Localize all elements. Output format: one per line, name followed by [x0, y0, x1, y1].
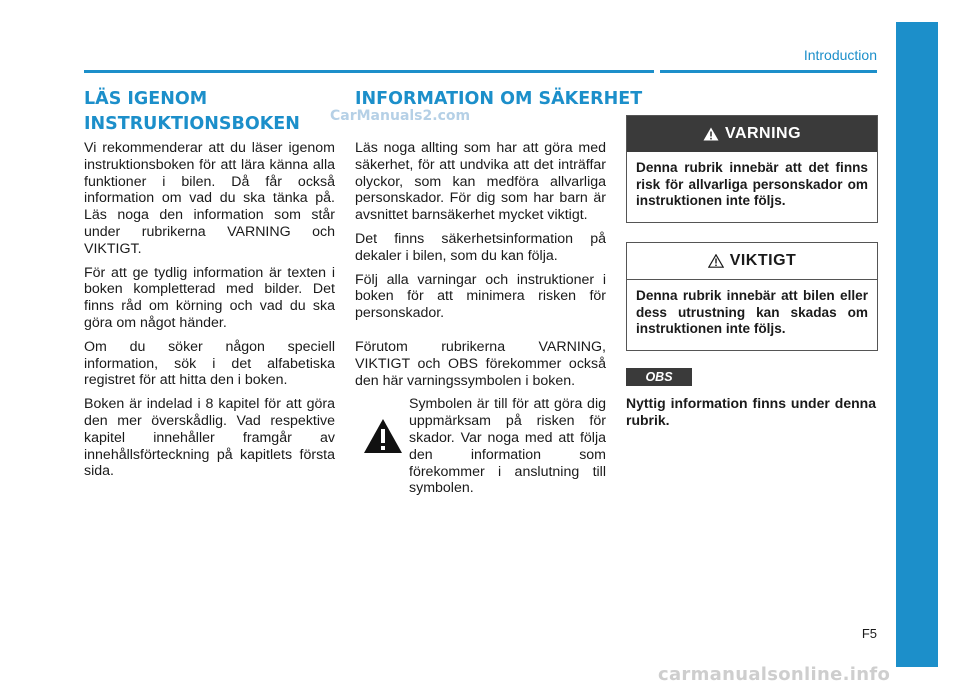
important-box [626, 242, 878, 351]
section-title: Introduction [803, 47, 877, 63]
obs-text: Nyttig information finns under denna rubrik. [626, 395, 876, 428]
heading-line-1: LÄS IGENOM [84, 89, 208, 109]
paragraph: Följ alla varningar och instruktioner i boken för att minimera risken för personskador. [355, 271, 606, 322]
column-safety [355, 140, 606, 497]
paragraph: Förutom rubrikerna VARNING, VIKTIGT och OBS förekommer också den här varningssymbolen i boken. [355, 338, 606, 389]
header-rule [84, 70, 877, 73]
symbol-description: Symbolen är till för att göra dig uppmärksam på risken för skador. Var noga med att följa den information som förekommer i anslutning till symbolen. [409, 396, 606, 497]
heading-safety-text: INFORMATION OM SÄKERHET [355, 89, 643, 109]
heading-read-manual [84, 88, 300, 135]
caution-triangle-icon [708, 254, 724, 268]
warning-box [626, 115, 878, 223]
warning-title: VARNING [724, 125, 802, 142]
watermark-top: CarManuals2.com [330, 108, 471, 124]
side-color-bar [896, 22, 938, 667]
paragraph: Vi rekommenderar att du läser igenom instruktionsboken för att lära känna alla funktioner i bilen. Då får också information om vad du ska tänka på. Läs noga den information som står under rubrikerna VARNING och VIKTIGT. [84, 140, 335, 257]
important-text: Denna rubrik innebär att bilen eller dess utrustning kan skadas om instruktionen inte följs. [636, 288, 868, 336]
obs-badge: OBS [626, 368, 692, 386]
warning-text: Denna rubrik innebär att det finns risk för allvarliga personskador om instruktionen inte följs. [636, 160, 868, 208]
warning-triangle-icon [703, 127, 719, 141]
warning-triangle-icon [363, 418, 403, 454]
heading-line-2: INSTRUKTIONSBOKEN [84, 114, 300, 134]
important-title: VIKTIGT [729, 252, 797, 269]
paragraph: Boken är indelad i 8 kapitel för att göra den mer överskådlig. Vad respektive kapitel innehåller framgår av innehållsförteckning på kapitlets första sida. [84, 396, 335, 480]
watermark-bottom: carmanualsonline.info [658, 664, 891, 685]
paragraph: Läs noga allting som har att göra med säkerhet, för att undvika att det inträffar olyckor, som kan medföra allvarliga personskador. För dig som har barn är avsnittet barnsäkerhet mycket viktigt. [355, 140, 606, 224]
paragraph: Om du söker någon speciell information, sök i det alfabetiska registret för att hitta den i boken. [84, 338, 335, 389]
heading-safety-info [355, 88, 642, 110]
important-box-header [627, 243, 877, 280]
paragraph: För att ge tydlig information är texten i boken kompletterad med bilder. Det finns råd om körning och vad du ska göra om något händer. [84, 264, 335, 331]
warning-box-header [627, 116, 877, 152]
page-number: F5 [861, 626, 877, 641]
column-intro [84, 140, 335, 487]
warning-symbol-row [355, 396, 606, 497]
paragraph: Det finns säkerhetsinformation på dekaler i bilen, som du kan följa. [355, 230, 606, 264]
